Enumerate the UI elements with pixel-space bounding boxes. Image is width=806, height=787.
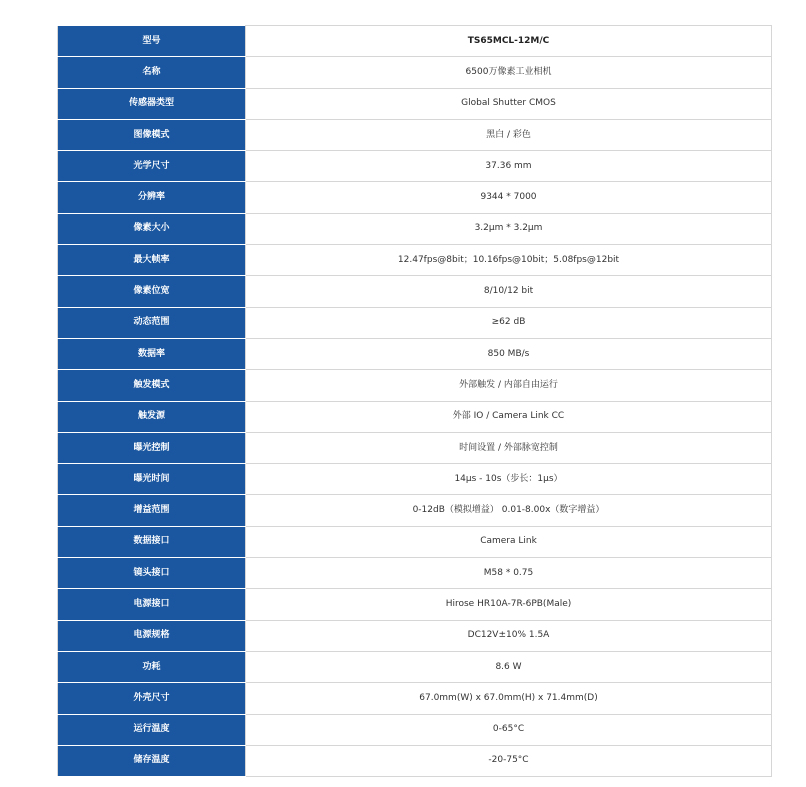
spec-row: [58, 245, 772, 276]
spec-row: [58, 370, 772, 401]
spec-label: 增益范围: [58, 495, 246, 526]
spec-label: 光学尺寸: [58, 151, 246, 182]
spec-value: 黑白 / 彩色: [246, 119, 772, 150]
spec-value: 67.0mm(W) x 67.0mm(H) x 71.4mm(D): [246, 683, 772, 714]
spec-value: ≥62 dB: [246, 307, 772, 338]
spec-label: 电源规格: [58, 620, 246, 651]
spec-row: [58, 338, 772, 369]
spec-row: [58, 589, 772, 620]
spec-value: 3.2μm * 3.2μm: [246, 213, 772, 244]
spec-row: [58, 432, 772, 463]
spec-value: 8.6 W: [246, 651, 772, 682]
spec-value: 8/10/12 bit: [246, 276, 772, 307]
spec-row: [58, 276, 772, 307]
spec-value: TS65MCL-12M/C: [246, 26, 772, 57]
spec-row: [58, 651, 772, 682]
spec-label: 电源接口: [58, 589, 246, 620]
spec-value: 12.47fps@8bit；10.16fps@10bit；5.08fps@12bit: [246, 245, 772, 276]
spec-value: 14μs - 10s（步长：1μs）: [246, 464, 772, 495]
spec-label: 功耗: [58, 651, 246, 682]
spec-label: 曝光时间: [58, 464, 246, 495]
spec-table-body: [58, 26, 772, 777]
spec-value: Camera Link: [246, 526, 772, 557]
spec-label: 像素位宽: [58, 276, 246, 307]
spec-label: 数据接口: [58, 526, 246, 557]
spec-value: 0-12dB（模拟增益） 0.01-8.00x（数字增益）: [246, 495, 772, 526]
spec-table: [57, 25, 772, 777]
spec-value: 0-65°C: [246, 714, 772, 745]
spec-label: 动态范围: [58, 307, 246, 338]
spec-row: [58, 401, 772, 432]
spec-label: 触发模式: [58, 370, 246, 401]
spec-row: [58, 464, 772, 495]
spec-row: [58, 57, 772, 88]
spec-value: -20-75°C: [246, 745, 772, 776]
spec-row: [58, 182, 772, 213]
spec-row: [58, 745, 772, 776]
spec-value: 9344 * 7000: [246, 182, 772, 213]
spec-row: [58, 683, 772, 714]
spec-value: Hirose HR10A-7R-6PB(Male): [246, 589, 772, 620]
spec-row: [58, 26, 772, 57]
spec-value: 37.36 mm: [246, 151, 772, 182]
spec-label: 触发源: [58, 401, 246, 432]
spec-label: 型号: [58, 26, 246, 57]
spec-row: [58, 495, 772, 526]
spec-value: M58 * 0.75: [246, 558, 772, 589]
spec-row: [58, 88, 772, 119]
spec-value: 外部 IO / Camera Link CC: [246, 401, 772, 432]
spec-row: [58, 307, 772, 338]
spec-label: 外壳尺寸: [58, 683, 246, 714]
spec-label: 数据率: [58, 338, 246, 369]
spec-row: [58, 620, 772, 651]
spec-label: 名称: [58, 57, 246, 88]
spec-value: 外部触发 / 内部自由运行: [246, 370, 772, 401]
spec-label: 最大帧率: [58, 245, 246, 276]
spec-label: 像素大小: [58, 213, 246, 244]
spec-row: [58, 526, 772, 557]
spec-row: [58, 213, 772, 244]
spec-value: 850 MB/s: [246, 338, 772, 369]
spec-row: [58, 119, 772, 150]
spec-row: [58, 558, 772, 589]
spec-value: 时间设置 / 外部脉宽控制: [246, 432, 772, 463]
spec-label: 分辨率: [58, 182, 246, 213]
spec-label: 图像模式: [58, 119, 246, 150]
spec-row: [58, 714, 772, 745]
spec-label: 运行温度: [58, 714, 246, 745]
spec-label: 储存温度: [58, 745, 246, 776]
spec-value: Global Shutter CMOS: [246, 88, 772, 119]
spec-row: [58, 151, 772, 182]
spec-value: 6500万像素工业相机: [246, 57, 772, 88]
spec-label: 传感器类型: [58, 88, 246, 119]
spec-label: 镜头接口: [58, 558, 246, 589]
spec-label: 曝光控制: [58, 432, 246, 463]
spec-value: DC12V±10% 1.5A: [246, 620, 772, 651]
